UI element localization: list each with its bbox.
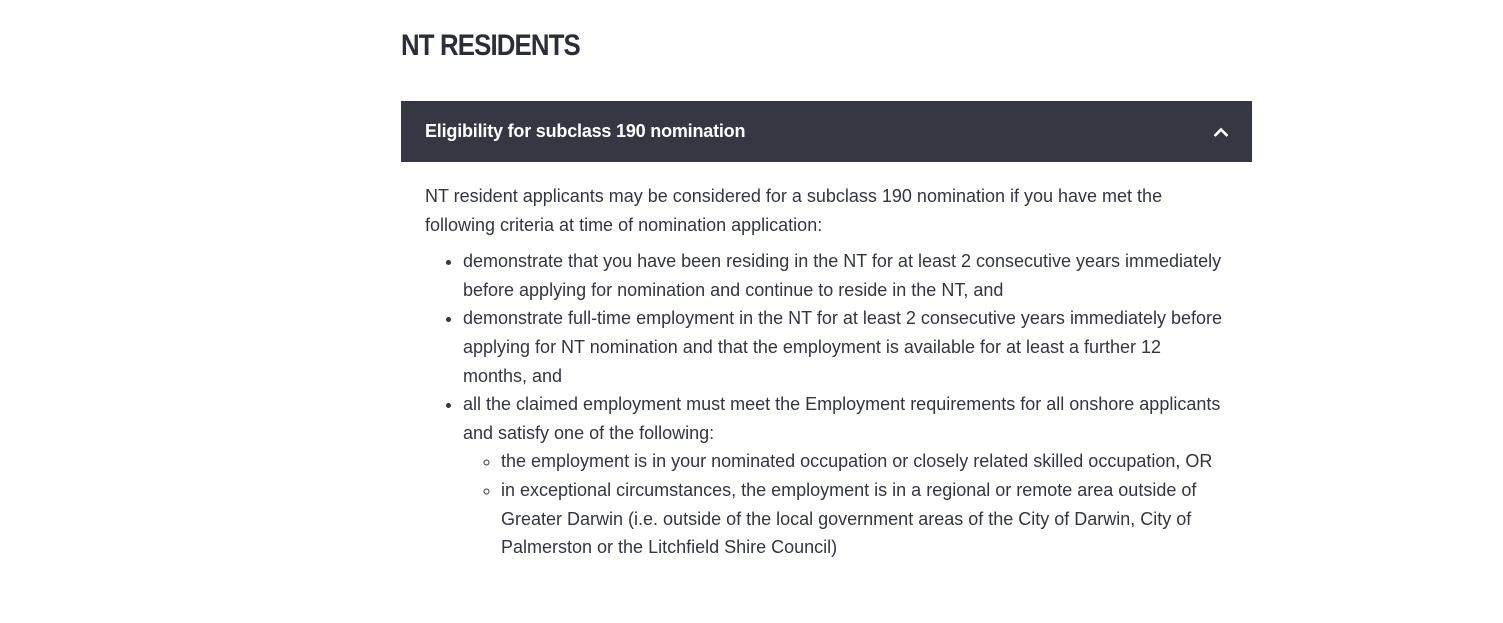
list-item-text: all the claimed employment must meet the Employment requirements for all onshore applicants and satisfy one of the following:	[463, 394, 1221, 443]
accordion-body	[401, 162, 1252, 562]
list-item	[463, 390, 1228, 562]
sub-list-item: ◦ the employment is in your nominated occupation or closely related skilled occupation, OR	[501, 447, 1228, 476]
accordion-header[interactable]	[401, 101, 1252, 162]
sub-criteria-list	[463, 447, 1228, 561]
list-item: • demonstrate full-time employment in the NT for at least 2 consecutive years immediately before applying for NT nomination and that the employment is available for at least a further 12 months, and	[463, 304, 1228, 390]
intro-text: NT resident applicants may be considered for a subclass 190 nomination if you have met the following criteria at time of nomination application:	[425, 186, 1163, 235]
chevron-up-icon[interactable]	[1214, 125, 1228, 139]
accordion-title: Eligibility for subclass 190 nomination	[425, 121, 746, 141]
sub-list-item: ◦ in exceptional circumstances, the employment is in a regional or remote area outside of Greater Darwin (i.e. outside of the local government areas of the City of Darwin, City of Palmerston or the Litchfield Shire Council)	[501, 476, 1228, 562]
criteria-list	[425, 247, 1228, 562]
eligibility-accordion	[401, 101, 1252, 562]
section-title: NT RESIDENTS	[401, 29, 580, 62]
list-item: • demonstrate that you have been residing in the NT for at least 2 consecutive years immediately before applying for nomination and continue to reside in the NT, and	[463, 247, 1228, 304]
